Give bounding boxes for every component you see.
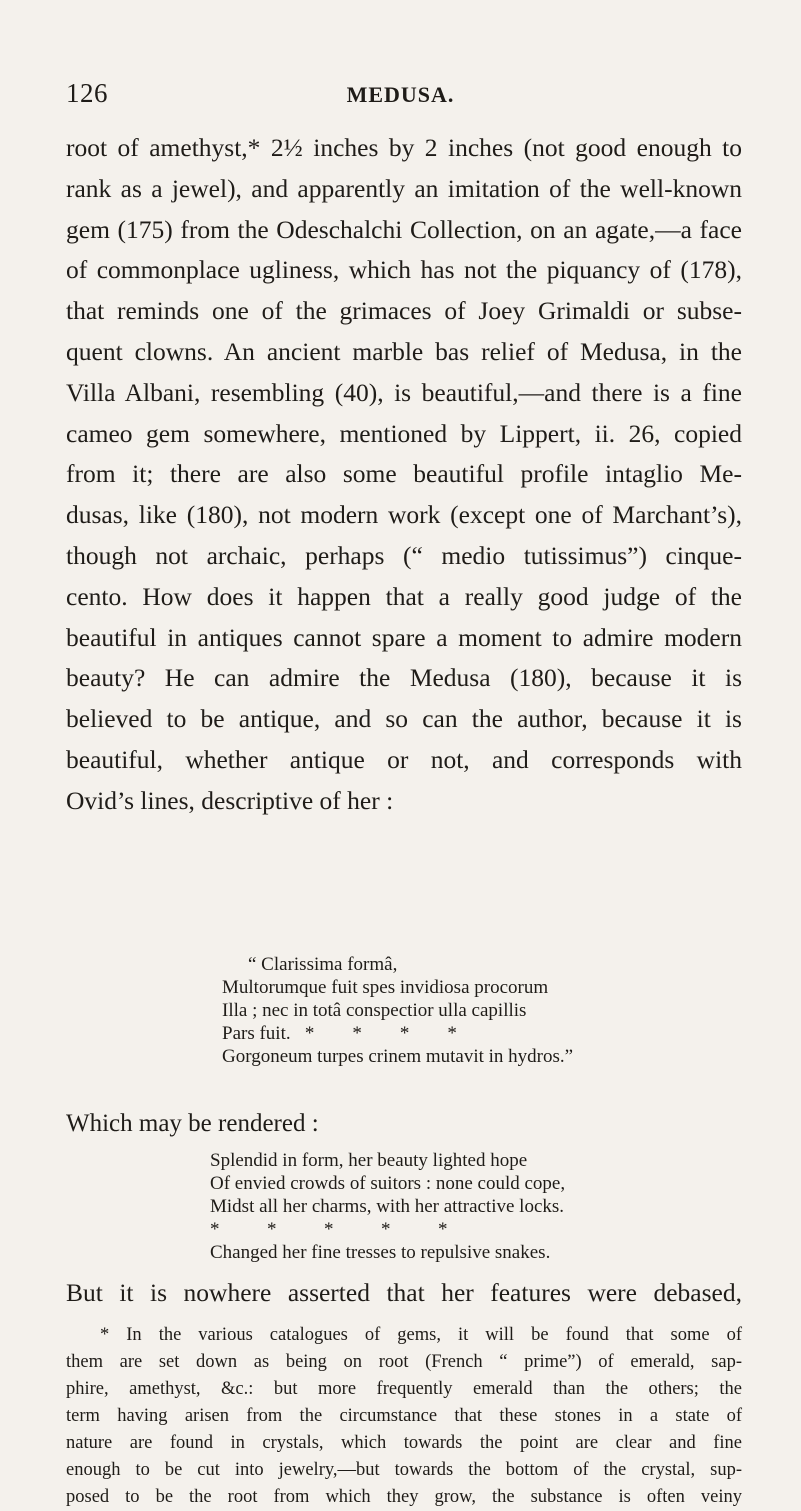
- body-line: gem (175) from the Odeschalchi Collection, on an agate,—a face: [66, 214, 742, 244]
- footnote-line: them are set down as being on root (French “ prime”) of emerald, sap-: [66, 1352, 742, 1372]
- body-line: root of amethyst,* 2½ inches by 2 inches (not good enough to: [66, 133, 742, 162]
- footnote-line: term having arisen from the circumstance that these stones in a state of: [66, 1406, 742, 1426]
- body-line: quent clowns. An ancient marble bas relief of Medusa, in the: [66, 336, 742, 366]
- body-line: cento. How does it happen that a really good judge of the: [66, 581, 742, 611]
- page-number: 126: [66, 78, 108, 108]
- body-line: Villa Albani, resembling (40), is beautiful,—and there is a fine: [66, 377, 742, 407]
- body-line: from it; there are also some beautiful profile intaglio Me-: [66, 459, 742, 489]
- body-line: beautiful in antiques cannot spare a moment to admire modern: [66, 622, 742, 652]
- footnote: [66, 1322, 742, 1511]
- body-line: believed to be antique, and so can the author, because it is: [66, 704, 742, 734]
- body-line: that reminds one of the grimaces of Joey Grimaldi or subse-: [66, 296, 742, 326]
- body-line: rank as a jewel), and apparently an imitation of the well-known: [66, 173, 742, 203]
- verse-line: Splendid in form, her beauty lighted hope: [210, 1150, 528, 1171]
- translation-intro: Which may be rendered :: [66, 1110, 319, 1137]
- running-head: MEDUSA.: [346, 82, 455, 107]
- body-paragraph: [66, 128, 742, 822]
- latin-verse-quote: [222, 953, 742, 1068]
- footnote-line: nature are found in crystals, which towards the point are clear and fine: [66, 1433, 742, 1453]
- english-verse-translation: [210, 1149, 750, 1264]
- verse-line: Pars fuit. * * * *: [222, 1023, 457, 1044]
- continuation-line: But it is nowhere asserted that her features were debased,: [66, 1278, 742, 1307]
- body-line: beauty? He can admire the Medusa (180), because it is: [66, 663, 742, 693]
- verse-line: * * * * *: [210, 1219, 448, 1240]
- footnote-line: * In the various catalogues of gems, it will be found that some of: [100, 1325, 742, 1345]
- body-line: cameo gem somewhere, mentioned by Lippert, ii. 26, copied: [66, 418, 742, 448]
- body-line: dusas, like (180), not modern work (except one of Marchant’s),: [66, 500, 742, 530]
- body-line: though not archaic, perhaps (“ medio tutissimus”) cinque-: [66, 540, 742, 570]
- footnote-line: enough to be cut into jewelry,—but towards the bottom of the crystal, sup-: [66, 1460, 742, 1480]
- verse-line: Midst all her charms, with her attractive locks.: [210, 1196, 565, 1217]
- footnote-line: phire, amethyst, &c.: but more frequently emerald than the others; the: [66, 1379, 742, 1399]
- verse-line: Illa ; nec in totâ conspectior ulla capillis: [222, 1000, 527, 1021]
- body-line: Ovid’s lines, descriptive of her :: [66, 785, 394, 815]
- verse-line: “ Clarissima formâ,: [248, 954, 398, 975]
- body-line: beautiful, whether antique or not, and corresponds with: [66, 744, 742, 774]
- footnote-line: posed to be the root from which they grow, the substance is often veiny: [66, 1487, 742, 1507]
- verse-line: Changed her fine tresses to repulsive snakes.: [210, 1242, 551, 1263]
- verse-line: Gorgoneum turpes crinem mutavit in hydros.”: [222, 1046, 574, 1067]
- body-line: of commonplace ugliness, which has not the piquancy of (178),: [66, 255, 742, 285]
- verse-line: Multorumque fuit spes invidiosa procorum: [222, 977, 549, 998]
- verse-line: Of envied crowds of suitors : none could cope,: [210, 1173, 566, 1194]
